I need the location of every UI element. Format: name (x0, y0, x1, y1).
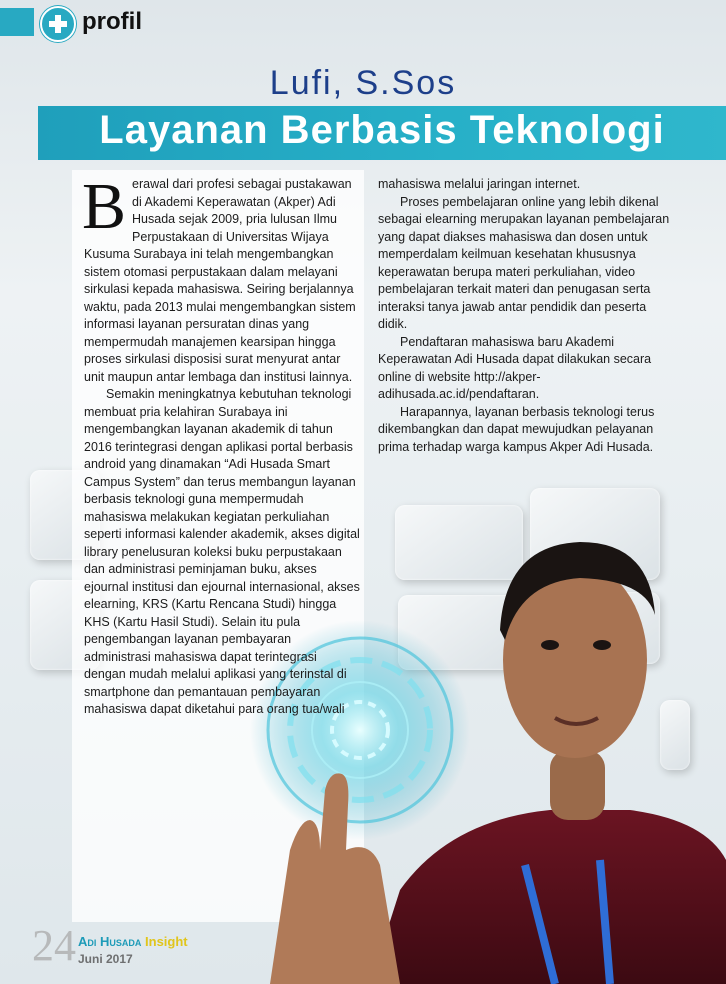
plus-icon (40, 6, 76, 42)
page-number: 24 (32, 921, 76, 970)
paragraph: erawal dari profesi sebagai pustakawan di Akademi Keperawatan (Akper) Adi Husada sejak 2009, pria lulusan Ilmu Perpustakaan di Universitas Wijaya Kusuma Surabaya ini telah mengembangkan sistem otomasi perpustakaan dalam melayani sirkulasi kepada mahasiswa. Seiring berjalannya waktu, pada 2013 mulai mengembangkan sistem informasi layanan persuratan dinas yang mempermudah manajemen kearsipan hingga proses sirkulasi disposisi surat menyurat antar unit maupun antar lembaga dan institusi lainnya. (84, 177, 356, 384)
magazine-name-accent: Insight (145, 934, 188, 949)
paragraph: Pendaftaran mahasiswa baru Akademi Keperawatan Adi Husada dapat dilakukan secara online di website http://akper-adihusada.ac.id/pendaftaran. (378, 334, 652, 401)
paragraph: mahasiswa melalui jaringan internet. (378, 177, 581, 191)
drop-cap: B (82, 170, 127, 243)
eye (593, 640, 611, 650)
issue-date: Juni 2017 (78, 952, 133, 966)
paragraph: Proses pembelajaran online yang lebih dikenal sebagai elearning merupakan layanan pembelajaran yang dapat diakses mahasiswa dan dosen untuk memperdalam keilmuan kesehatan khususnya keperawatan berupa materi perkuliahan, video pembelajaran terkait materi dan penugasan serta interaksi tanya jawab antar pendidik dan peserta didik. (378, 194, 670, 331)
page-header (0, 0, 726, 44)
magazine-name (78, 934, 188, 949)
paragraph: Semakin meningkatnya kebutuhan teknologi membuat pria kelahiran Surabaya ini mengembangkan layanan akademik di tahun 2016 terintegrasi dengan aplikasi portal berbasis android yang dinamakan “Adi Husada Smart Campus System” dan terus membangun layanan berbasis teknologi guna mempermudah mahasiswa melakukan kegiatan perkuliahan seperti informasi kalender akademik, akses digital library penelusuran koleksi buku perpustakaan dan administrasi peminjaman buku, akses ejournal institusi dan ejournal internasional, akses elearning, KRS (Kartu Rencana Studi) hingga KHS (Kartu Hasil Studi). Selain itu pula pengembangan layanan pembayaran administrasi mahasiswa dapat terintegrasi dengan mudah melalui aplikasi yang terinstal di smartphone dan pemantauan pembayaran mahasiswa dapat diketahui para orang tua/wali (84, 387, 360, 716)
article-column-right (378, 176, 670, 456)
article-column-left (82, 170, 360, 719)
neck (550, 750, 605, 820)
paragraph: Harapannya, layanan berbasis teknologi terus dikembangkan dan dapat mewujudkan pelayanan prima terhadap warga kampus Akper Adi Husada. (378, 404, 655, 454)
article-title: Layanan Berbasis Teknologi (99, 108, 665, 152)
eye (541, 640, 559, 650)
header-accent-bar (0, 8, 34, 36)
author-name: Lufi, S.Sos (269, 64, 457, 102)
magazine-name-main: Adi Husada (78, 934, 142, 949)
section-label: profil (82, 8, 142, 35)
